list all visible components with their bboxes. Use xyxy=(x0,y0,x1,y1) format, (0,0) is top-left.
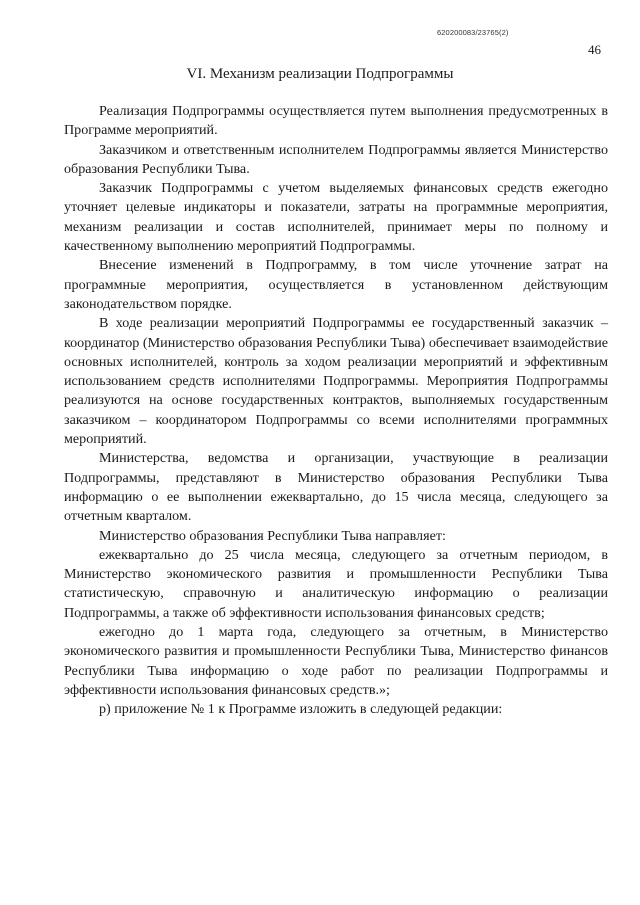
paragraph: Заказчиком и ответственным исполнителем Подпрограммы является Министерство образования Республики Тыва. xyxy=(64,141,608,177)
paragraph: Реализация Подпрограммы осуществляется путем выполнения предусмотренных в Программе мероприятий. xyxy=(64,103,608,139)
paragraph: р) приложение № 1 к Программе изложить в следующей редакции: xyxy=(99,701,503,718)
paragraph: ежеквартально до 25 числа месяца, следующего за отчетным периодом, в Министерство экономического развития и промышленности Республики Тыва статистическую, справочную и аналитическую информацию о реализации Подпрограммы, а также об эффективности использования финансовых средств; xyxy=(64,546,608,621)
document-body xyxy=(64,102,608,720)
paragraph: Министерства, ведомства и организации, участвующие в реализации Подпрограммы, представляют в Министерство образования Республики Тыва информацию о ее выполнении ежеквартально, до 15 числа месяца, следующего за отчетным кварталом. xyxy=(64,450,608,525)
document-id: 620200083/23765(2) xyxy=(437,28,509,37)
paragraph: ежегодно до 1 марта года, следующего за отчетным, в Министерство экономического развития и промышленности Республики Тыва, Министерство финансов Республики Тыва информацию о ходе работ по реализации Подпрограммы и эффективности использования финансовых средств.»; xyxy=(64,624,608,698)
paragraph: В ходе реализации мероприятий Подпрограммы ее государственный заказчик – координатор (Министерство образования Республики Тыва) обеспечивает взаимодействие основных исполнителей, контроль за ходом реализации мероприятий и эффективным использованием средств исполнителями Подпрограммы. Мероприятия Подпрограммы реализуются на основе государственных контрактов, выполняемых государственным заказчиком – координатором Подпрограммы со всеми исполнителями программных мероприятий. xyxy=(64,315,608,448)
paragraph: Внесение изменений в Подпрограмму, в том числе уточнение затрат на программные мероприятия, осуществляется в установленном действующим законодательством порядке. xyxy=(64,257,608,312)
section-title: VI. Механизм реализации Подпрограммы xyxy=(186,66,454,82)
paragraph: Заказчик Подпрограммы с учетом выделяемых финансовых средств ежегодно уточняет целевые индикаторы и показатели, затраты на программные мероприятия, механизм реализации и состав исполнителей, принимает меры по полному и качественному выполнению мероприятий Подпрограммы. xyxy=(64,180,608,255)
paragraph: Министерство образования Республики Тыва направляет: xyxy=(99,527,446,544)
page-number: 46 xyxy=(588,42,601,57)
